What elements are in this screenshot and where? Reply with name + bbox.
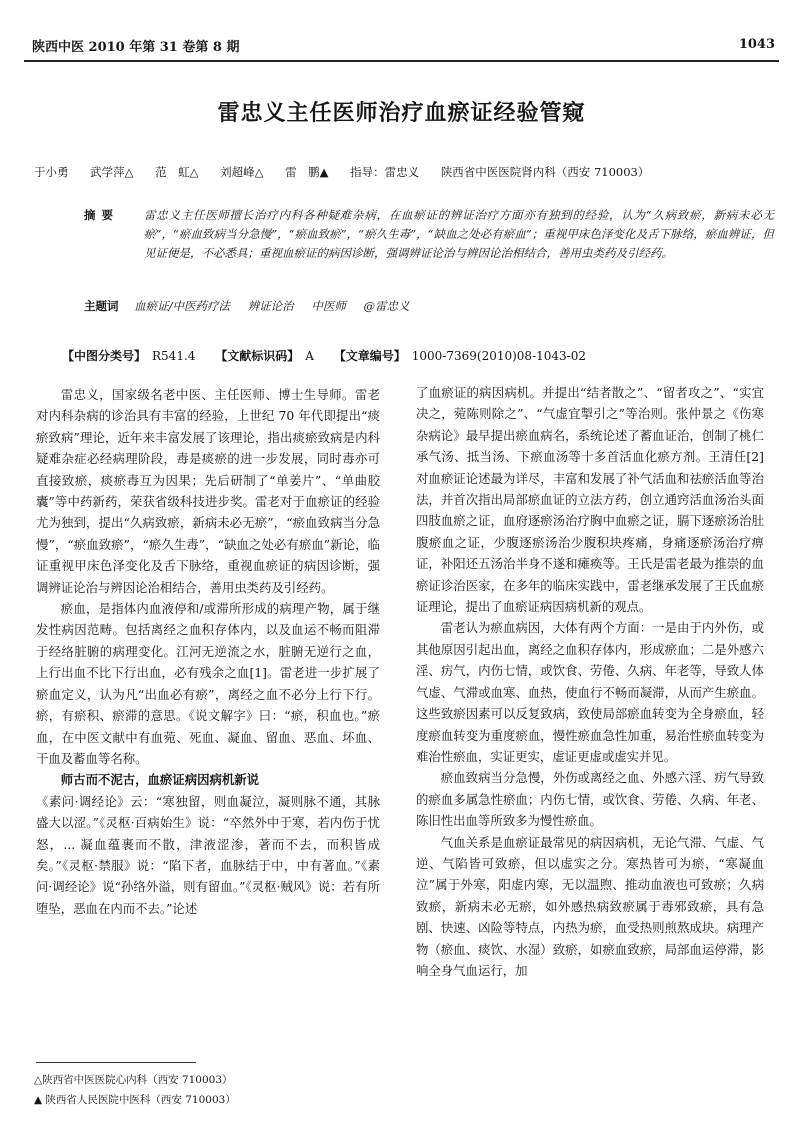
footnotes [34, 1070, 236, 1110]
footnote: △陕西省中医医院心内科（西安 710003） [34, 1074, 233, 1086]
keyword: 辨证论治 [247, 299, 294, 313]
paragraph: 雷忠义，国家级名老中医、主任医师、博士生导师。雷老对内科杂病的诊治具有丰富的经验，上世纪 70 年代即提出“痰瘀致病”理论，近年来丰富发展了该理论，指出痰瘀致病是内科疑难杂症必经病理阶段，毒是痰瘀的进一步发展，同时毒亦可直接致瘀，痰瘀毒互为因果；先后研制了“单姜片”、“单曲胶囊”等中药新药，荣获省级科技进步奖。雷老对于血瘀证的经验尤为独到，提出“久病致瘀，新病未必无瘀”，“瘀血致病当分急慢”，“瘀血致瘀”，“瘀久生毒”，“缺血之处必有瘀血”新论，临证重视甲床色泽变化及舌下脉络，重视血瘀证的病因诊断，强调辨证论治与辨因论治相结合，善用虫类药及引经药。 [36, 387, 380, 595]
clc-value: R541.4 [152, 349, 196, 363]
author: 于小勇 [34, 165, 69, 179]
article-no-value: 1000-7369(2010)08-1043-02 [411, 349, 586, 363]
journal-info: 陕西中医 2010 年第 31 卷第 8 期 [32, 40, 240, 55]
paragraph: 气血关系是血瘀证最常见的病因病机，无论气滞、气虚、气逆、气陷皆可致瘀，但以虚实之分。寒热皆可为瘀，“寒凝血泣”属于外寒，阳虚内寒，无以温煦、推动血液也可致瘀；久病致瘀，新病未必无瘀，如外感热病致瘀属于毒邪致瘀，具有急剧、快速、凶险等特点，内热为瘀，血受热则煎熬成块。病理产物（瘀血、痰饮、水湿）致瘀，如瘀血致瘀，局部血运停滞，影响全身气血运行，加 [416, 834, 764, 978]
doc-code-label: 【文献标识码】 [215, 349, 300, 363]
abstract-text: 雷忠义主任医师擅长治疗内科各种疑难杂病，在血瘀证的辨证治疗方面亦有独到的经验，认为“久病致瘀，新病未必无瘀”，“瘀血致病当分急慢”，“瘀血致瘀”，“瘀久生毒”，“缺血之处必有瘀血”；重视甲床色泽变化及舌下脉络，瘀血辨证，但见证便是，不必悉具；重视血瘀证的病因诊断，强调辨证论治与辨因论治相结合，善用虫类药及引经药。 [144, 208, 774, 260]
author: 刘超峰△ [220, 165, 264, 179]
author: 范 虹△ [155, 165, 199, 179]
advisor: 指导：雷忠义 [350, 165, 420, 179]
affiliation: 陕西省中医医院肾内科（西安 710003） [440, 165, 650, 179]
classification-line [62, 347, 782, 364]
article-no-label: 【文章编号】 [333, 349, 406, 363]
author: 雷 鹏▲ [285, 165, 329, 179]
paragraph: 瘀血，是指体内血液停和/或滞所形成的病理产物，属于继发性病因范畴。包括离经之血积存体内，以及血运不畅而阻滞于经络脏腑的病理变化。江河无逆流之水，脏腑无逆行之血，上行出血不比下行出血，必有残余之血[1]。雷老进一步扩展了瘀血定义，认为凡“出血必有瘀”，离经之血不必分上行下行。瘀，有瘀积、瘀滞的意思。《说文解字》曰：“瘀，积血也。”瘀血，在中医文献中有血菀、死血、凝血、留血、恶血、坏血、干血及蓄血等名称。 [36, 601, 380, 766]
doc-code-value: A [305, 349, 314, 363]
keyword: 血瘀证/中医药疗法 [134, 299, 231, 313]
author-line [34, 164, 794, 180]
paragraph: 瘀血致病当分急慢，外伤或离经之血、外感六淫、疠气导致的瘀血多属急性瘀血；内伤七情，或饮食、劳倦、久病、年老、陈旧性出血等所致多为慢性瘀血。 [416, 770, 764, 829]
body-column-left [36, 384, 380, 919]
keywords-label: 主题词 [84, 299, 119, 313]
paragraph: 《素问·调经论》云：“寒独留，则血凝泣，凝则脉不通，其脉盛大以涩。”《灵枢·百病始生》说：“卒然外中于寒，若内伤于忧怒，... 凝血蕴裹而不散，津液涩渗，著而不去，而积皆成矣。”《灵枢·禁服》说：“陷下者，血脉结于中，中有著血。”《素问·调经论》说“孙络外溢，则有留血。”《灵枢·贼风》说：若有所堕坠，恶血在内而不去。”论述 [36, 793, 380, 916]
keyword: @雷忠义 [363, 299, 410, 313]
keywords [84, 298, 774, 314]
body-column-right [416, 382, 764, 981]
keyword: 中医师 [311, 299, 346, 313]
abstract [84, 206, 774, 263]
article-title: 雷忠义主任医师治疗血瘀证经验管窥 [217, 101, 586, 126]
paragraph: 雷老认为瘀血病因，大体有两个方面：一是由于内外伤，或其他原因引起出血，离经之血积存体内，形成瘀血；二是外感六淫、疠气，内伤七情，或饮食、劳倦、久病、年老等，导致人体气虚、气滞或血寒、血热，使血行不畅而凝滞，从而产生瘀血。这些致瘀因素可以反复致病，致使局部瘀血转变为全身瘀血，轻度瘀血转变为重度瘀血，慢性瘀血急性加重，易治性瘀血转变为难治性瘀血，实证更实，虚证更虚或虚实并见。 [416, 620, 764, 764]
footnote-divider [36, 1062, 196, 1063]
abstract-label: 摘要 [84, 208, 119, 222]
page-number: 1043 [738, 37, 775, 52]
running-header [24, 34, 779, 62]
section-heading: 师古而不泥古，血瘀证病因病机新说 [60, 772, 260, 788]
footnote: ▲ 陕西省人民医院中医科（西安 710003） [34, 1094, 236, 1106]
clc-label: 【中图分类号】 [62, 349, 147, 363]
paragraph: 了血瘀证的病因病机。并提出“结者散之”、“留者攻之”、“实宜决之，菀陈则除之”、“气虚宜掣引之”等治则。张仲景之《伤寒杂病论》最早提出瘀血病名，系统论述了蓄血证治，创制了桃仁承气汤、抵当汤、下瘀血汤等十多首活血化瘀方剂。王清任[2]对血瘀证论述最为详尽，丰富和发展了补气活血和祛瘀活血等治法，并首次指出局部瘀血证的立法方药，创立通窍活血汤治头面四肢血瘀之证，血府逐瘀汤治疗胸中血瘀之证，膈下逐瘀汤治肚腹瘀血之证，少腹逐瘀汤治少腹积块疼痛，身痛逐瘀汤治疗痹证，补阳还五汤治半身不遂和瘫痪等。王氏是雷老最为推崇的血瘀证诊治医家，在多年的临床实践中，雷老继承发展了王氏血瘀证理论，提出了血瘀证病因病机新的观点。 [416, 385, 764, 615]
author: 武学萍△ [90, 165, 134, 179]
